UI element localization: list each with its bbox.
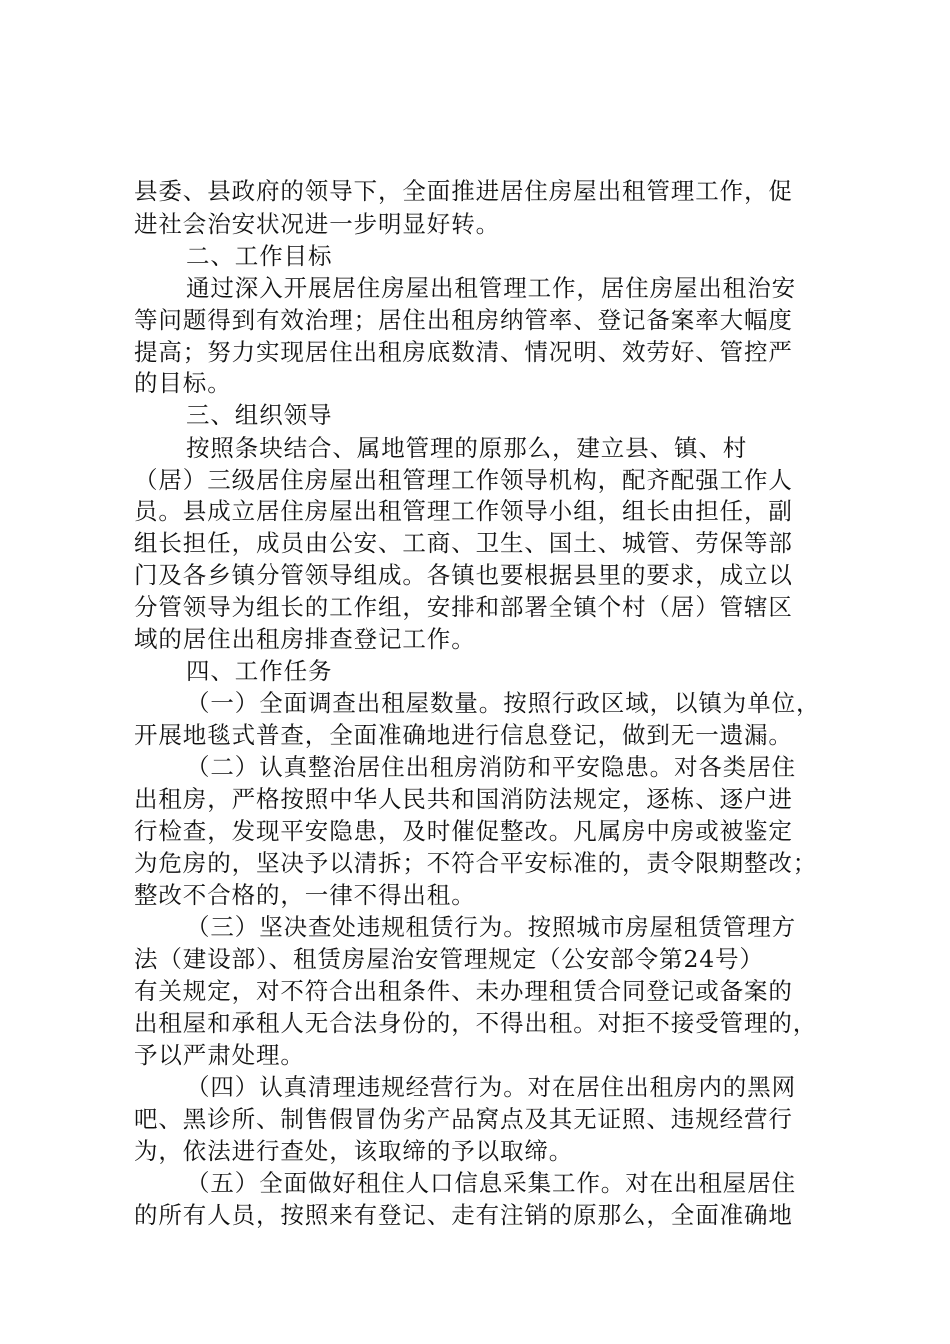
body-text-line: 组长担任，成员由公安、工商、卫生、国土、城管、劳保等部	[134, 529, 793, 557]
body-text-line: 分管领导为组长的工作组，安排和部署全镇个村（居）管辖区	[134, 593, 793, 621]
body-text-line: 的所有人员，按照来有登记、走有注销的原那么，全面准确地	[134, 1201, 793, 1229]
body-text-line: 等问题得到有效治理；居住出租房纳管率、登记备案率大幅度	[134, 306, 793, 334]
body-text-line: 员。县成立居住房屋出租管理工作领导小组，组长由担任，副	[134, 497, 793, 525]
body-text-line: 的目标。	[134, 369, 232, 397]
section-heading: 四、工作任务	[186, 657, 333, 685]
section-heading: 二、工作目标	[186, 242, 333, 270]
body-text-line: （四）认真清理违规经营行为。对在居住出租房内的黑网	[186, 1073, 796, 1101]
body-text-line: 为危房的，坚决予以清拆；不符合平安标准的，责令限期整改；	[134, 849, 818, 877]
body-text-line: 按照条块结合、属地管理的原那么，建立县、镇、村	[186, 434, 748, 462]
body-text-line: 通过深入开展居住房屋出租管理工作，居住房屋出租治安	[186, 274, 796, 302]
body-text-line: 出租屋和承租人无合法身份的，不得出租。对拒不接受管理的，	[134, 1009, 818, 1037]
body-text-line: （五）全面做好租住人口信息采集工作。对在出租屋居住	[186, 1169, 796, 1197]
section-heading: 三、组织领导	[186, 401, 333, 429]
body-text-line: 开展地毯式普查，全面准确地进行信息登记，做到无一遗漏。	[134, 721, 793, 749]
body-text-line: 县委、县政府的领导下，全面推进居住房屋出租管理工作，促	[134, 177, 793, 205]
body-text-line: 门及各乡镇分管领导组成。各镇也要根据县里的要求，成立以	[134, 561, 793, 589]
body-text-line: 行检查，发现平安隐患，及时催促整改。凡属房中房或被鉴定	[134, 817, 793, 845]
body-text-line: （二）认真整治居住出租房消防和平安隐患。对各类居住	[186, 753, 796, 781]
body-text-line: 为，依法进行查处，该取缔的予以取缔。	[134, 1137, 574, 1165]
body-text-line: 法（建设部）、租赁房屋治安管理规定（公安部令第24号）	[134, 945, 764, 973]
body-text-line: 提高；努力实现居住出租房底数清、情况明、效劳好、管控严	[134, 338, 793, 366]
body-text-line: （一）全面调查出租屋数量。按照行政区域，以镇为单位，	[186, 689, 821, 717]
body-text-line: （居）三级居住房屋出租管理工作领导机构，配齐配强工作人	[134, 466, 793, 494]
body-text-line: 域的居住出租房排查登记工作。	[134, 625, 476, 653]
body-text-line: （三）坚决查处违规租赁行为。按照城市房屋租赁管理方	[186, 913, 796, 941]
body-text-line: 吧、黑诊所、制售假冒伪劣产品窝点及其无证照、违规经营行	[134, 1105, 793, 1133]
body-text-line: 进社会治安状况进一步明显好转。	[134, 210, 500, 238]
body-text-line: 整改不合格的，一律不得出租。	[134, 881, 476, 909]
body-text-line: 有关规定，对不符合出租条件、未办理租赁合同登记或备案的	[134, 977, 793, 1005]
body-text-line: 予以严肃处理。	[134, 1041, 305, 1069]
body-text-line: 出租房，严格按照中华人民共和国消防法规定，逐栋、逐户进	[134, 785, 793, 813]
